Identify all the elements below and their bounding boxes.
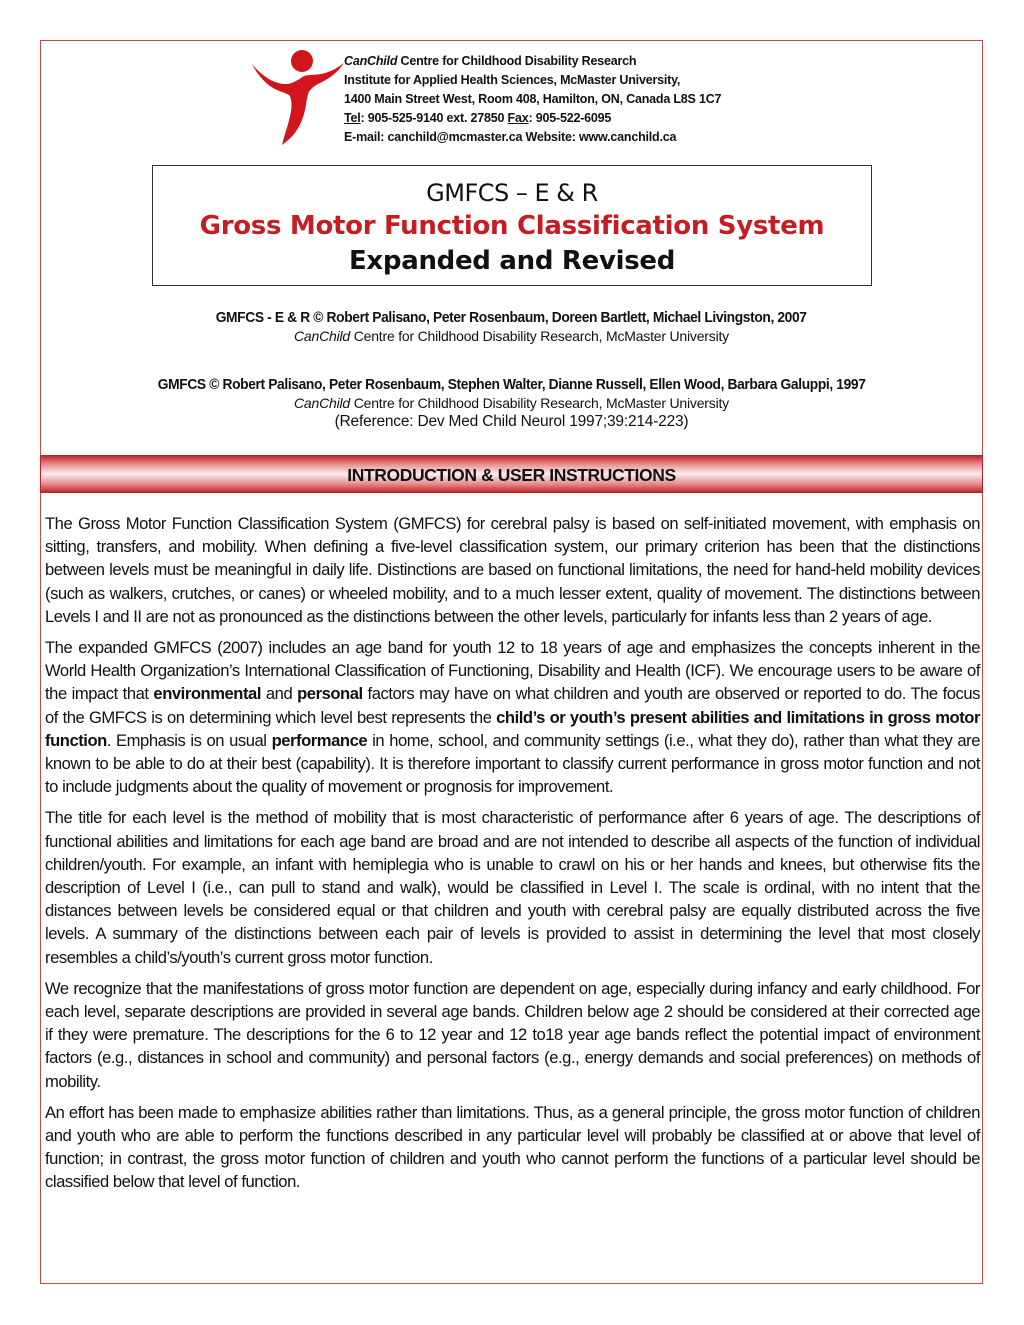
paragraph-2-text-c: and	[261, 684, 298, 704]
org-name-italic: CanChild	[344, 54, 398, 68]
paragraph-2-text-a: The expanded GMFCS (2007) includes an age band for youth 12 to 18 years of age and emphasizes the concepts inherent in the World Health Organization’s International Classification of Functioning, Disability and Health (ICF). We encourage users to be aware of the impact that	[45, 638, 980, 704]
organization-header	[344, 52, 944, 147]
org-name-rest: Centre for Childhood Disability Research	[397, 54, 637, 68]
tel-value: : 905-525-9140 ext. 27850	[360, 111, 508, 125]
paragraph-1: The Gross Motor Function Classification System (GMFCS) for cerebral palsy is based on self-initiated movement, with emphasis on sitting, transfers, and mobility. When defining a five-level classification system, our primary criterion has been that the distinctions between levels must be meaningful in daily life. Distinctions are based on functional limitations, the need for hand-held mobility devices (such as walkers, crutches, or canes) or wheeled mobility, and to a much lesser extent, quality of movement. The distinctions between Levels I and II are not as pronounced as the distinctions between the other levels, particularly for infants less than 2 years of age.	[45, 514, 980, 626]
phone-fax-line	[344, 109, 944, 128]
credit-1997-org-italic: CanChild	[294, 395, 351, 411]
fax-label: Fax	[507, 111, 529, 125]
section-banner	[40, 455, 983, 493]
credit-2007-org-rest: Centre for Childhood Disability Research, McMaster University	[350, 328, 729, 344]
tel-label: Tel	[344, 111, 361, 125]
canchild-logo-icon	[252, 46, 344, 146]
emphasis-present-abilities: child’s or youth’s present abilities and limitations in gross motor function	[45, 707, 980, 750]
fax-value: : 905-522-6095	[528, 111, 612, 125]
credit-2007-org	[41, 328, 982, 344]
introduction-body	[45, 512, 980, 1202]
document-subtitle: Gross Motor Function Classification System	[199, 211, 825, 241]
institute-line: Institute for Applied Health Sciences, McMaster University,	[344, 73, 681, 87]
credit-1997	[41, 376, 982, 431]
credit-2007-authors: GMFCS - E & R © Robert Palisano, Peter Rosenbaum, Doreen Bartlett, Michael Livingston, 2007	[216, 309, 807, 326]
section-heading: INTRODUCTION & USER INSTRUCTIONS	[347, 465, 676, 485]
emphasis-performance: performance	[271, 730, 368, 750]
paragraph-2-text-e: factors may have on what children and youth are observed or reported to do. The focus of the GMFCS is on determining which level best represents the	[45, 684, 980, 727]
paragraph-2	[45, 636, 980, 798]
document-title: GMFCS – E & R	[426, 179, 598, 207]
email-website-line: E-mail: canchild@mcmaster.ca Website: www.canchild.ca	[344, 130, 677, 144]
emphasis-environmental: environmental	[153, 684, 261, 704]
address-line: 1400 Main Street West, Room 408, Hamilton, ON, Canada L8S 1C7	[344, 92, 722, 106]
emphasis-personal: personal	[297, 684, 363, 704]
credit-1997-org-rest: Centre for Childhood Disability Research, McMaster University	[350, 395, 729, 411]
paragraph-3: The title for each level is the method of mobility that is most characteristic of performance after 6 years of age. The descriptions of functional abilities and limitations for each age band are broad and are not intended to describe all aspects of the function of individual children/youth. For example, an infant with hemiplegia who is unable to crawl on his or her hands and knees, but otherwise fits the description of Level I (i.e., can pull to stand and walk), would be classified in Level I. The scale is ordinal, with no intent that the distances between levels be considered equal or that children and youth with cerebral palsy are equally distributed across the five levels. A summary of the distinctions between each pair of levels is provided to assist in determining the level that most closely resembles a child’s/youth’s current gross motor function.	[45, 808, 980, 967]
paragraph-5: An effort has been made to emphasize abilities rather than limitations. Thus, as a general principle, the gross motor function of children and youth who are able to perform the functions described in any particular level will probably be classified at or above that level of function; in contrast, the gross motor function of children and youth who cannot perform the functions of a particular level should be classified below that level of function.	[45, 1102, 980, 1192]
reference-line: (Reference: Dev Med Child Neurol 1997;39:214-223)	[334, 413, 689, 430]
title-box	[152, 165, 872, 286]
credit-1997-authors: GMFCS © Robert Palisano, Peter Rosenbaum, Stephen Walter, Dianne Russell, Ellen Wood, Barbara Galuppi, 1997	[157, 376, 866, 393]
credit-2007	[41, 309, 982, 344]
paragraph-4: We recognize that the manifestations of gross motor function are dependent on age, especially during infancy and early childhood. For each level, separate descriptions are provided in several age bands. Children below age 2 should be considered at their corrected age if they were premature. The descriptions for the 6 to 12 year and 12 to18 year age bands reflect the potential impact of environment factors (e.g., distances in school and community) and personal factors (e.g., energy demands and social preferences) on methods of mobility.	[45, 978, 980, 1091]
paragraph-2-text-g: . Emphasis is on usual	[106, 730, 272, 750]
document-subtitle-2: Expanded and Revised	[348, 246, 676, 276]
credit-2007-org-italic: CanChild	[294, 328, 351, 344]
org-name-line	[344, 52, 944, 71]
paragraph-2-text-i: in home, school, and community settings (i.e., what they do), rather than what they are known to be able to do at their best (capability). It is therefore important to classify current performance in gross motor function and not to include judgments about the quality of movement or prognosis for improvement.	[45, 730, 981, 797]
credit-1997-org	[41, 395, 982, 411]
